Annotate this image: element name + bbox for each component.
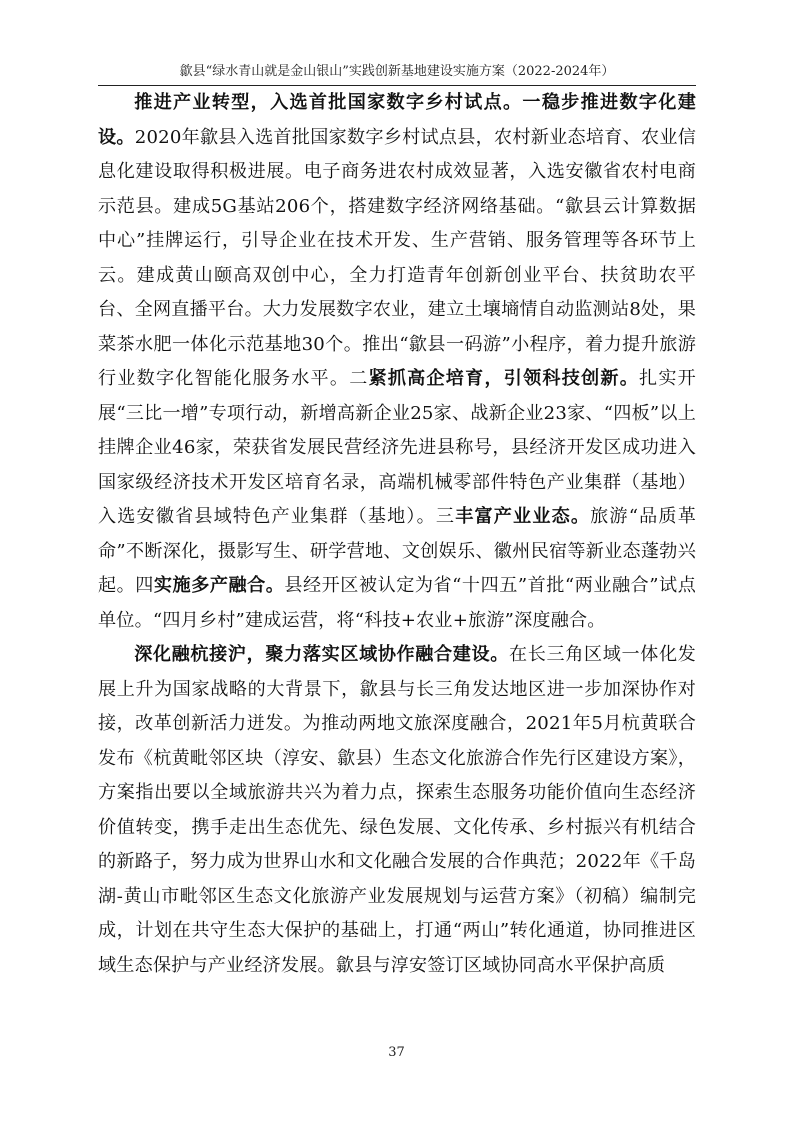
paragraph-bold-phrase: 实施多产融合。 [153, 575, 285, 596]
paragraph-text: 旅游“品质革命”不断深化，摄影写生、研学营地、文创娱乐、徽州民宿等新业态蓬勃兴起。四 [98, 506, 696, 596]
paragraph-regional-cooperation [98, 638, 696, 983]
paragraph-text: 扎实开展“三比一增”专项行动，新增高新企业25家、战新企业23家、“四板”以上挂牌企业46家，荣获省发展民营经济先进县称号，县经济开发区成功进入国家级经济技术开发区培育名录，高端机械零部件特色产业集群（基地）入选安徽省县域特色产业集群（基地）。三 [98, 368, 696, 527]
paragraph-bold-phrase: 紧抓高企培育，引领科技创新。 [368, 368, 640, 389]
paragraph-text: 2020年歙县入选首批国家数字乡村试点县，农村新业态培育、农业信息化建设取得积极进展。电子商务进农村成效显著，入选安徽省农村电商示范县。建成5G基站206个，搭建数字经济网络基础。“歙县云计算数据中心”挂牌运行，引导企业在技术开发、生产营销、服务管理等各环节上云。建成黄山颐高双创中心，全力打造青年创新创业平台、扶贫助农平台、全网直播平台。大力发展数字农业，建立土壤墒情自动监测站8处，果菜茶水肥一体化示范基地30个。推出“歙县一码游”小程序，着力提升旅游行业数字化智能化服务水平。二 [98, 126, 696, 389]
running-header: 歙县“绿水青山就是金山银山”实践创新基地建设实施方案（2022-2024年） [179, 64, 615, 79]
paragraph-text: 在长三角区域一体化发展上升为国家战略的大背景下，歙县与长三角发达地区进一步加深协作对接，改革创新活力迸发。为推动两地文旅深度融合，2021年5月杭黄联合发布《杭黄毗邻区块（淳安、歙县）生态文化旅游合作先行区建设方案》，方案指出要以全域旅游共兴为着力点，探索生态服务功能价值向生态经济价值转变，携手走出生态优先、绿色发展、文化传承、乡村振兴有机结合的新路子，努力成为世界山水和文化融合发展的合作典范；2022年《千岛湖-黄山市毗邻区生态文化旅游产业发展规划与运营方案》（初稿）编制完成，计划在共守生态大保护的基础上，打通“两山”转化通道，协同推进区域生态保护与产业经济发展。歙县与淳安签订区域协同高水平保护高质 [98, 644, 696, 976]
paragraph-industry-transformation [98, 86, 696, 638]
paragraph-text: 县经开区被认定为省“十四五”首批“两业融合”试点单位。“四月乡村”建成运营，将“科技+农业+旅游”深度融合。 [98, 575, 696, 631]
page-number: 37 [388, 1045, 405, 1060]
paragraph-lead-heading: 推进产业转型，入选首批国家数字乡村试点。一稳步推进数字化建设。 [98, 92, 696, 148]
paragraph-bold-phrase: 丰富产业业态。 [455, 506, 591, 527]
document-body [98, 86, 696, 983]
paragraph-lead-heading: 深化融杭接沪，聚力落实区域协作融合建设。 [134, 644, 510, 665]
